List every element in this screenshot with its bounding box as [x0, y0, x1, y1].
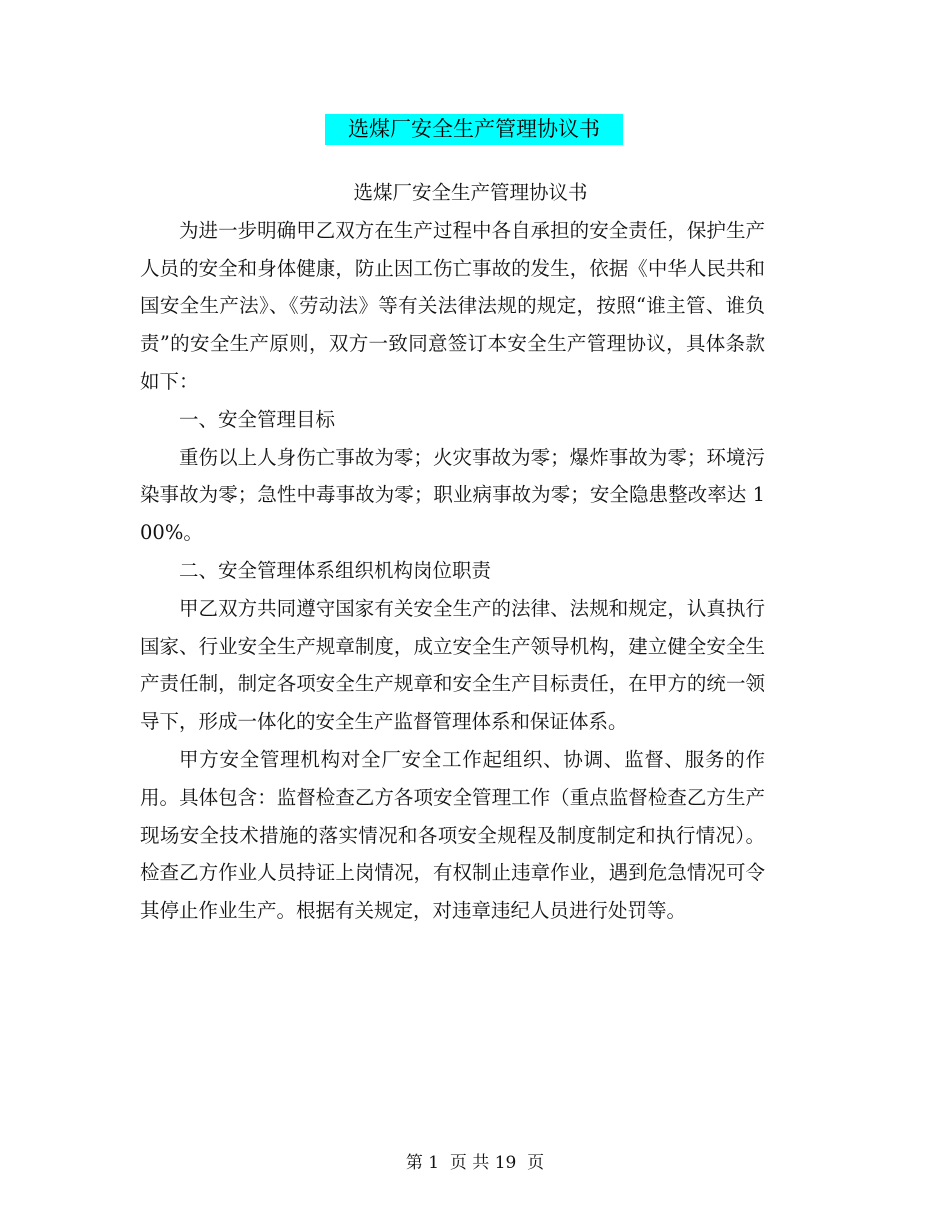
section-2-body-2: 甲方安全管理机构对全厂安全工作起组织、协调、监督、服务的作用。具体包含：监督检查乙方各项安全管理工作（重点监督检查乙方生产现场安全技术措施的落实情况和各项安全规程及制度制定和执行情况）。检查乙方作业人员持证上岗情况，有权制止违章作业，遇到危急情况可令其停止作业生产。根据有关规定，对违章违纪人员进行处罚等。	[140, 747, 765, 923]
document-body	[140, 174, 765, 930]
section-2-body-1: 甲乙双方共同遵守国家有关安全生产的法律、法规和规定，认真执行国家、行业安全生产规章制度，成立安全生产领导机构，建立健全安全生产责任制，制定各项安全生产规章和安全生产目标责任，在甲方的统一领导下，形成一体化的安全生产监督管理体系和保证体系。	[140, 596, 765, 734]
document-subtitle: 选煤厂安全生产管理协议书	[353, 181, 588, 204]
page-footer: 第 1 页 共 19 页	[405, 1153, 545, 1173]
section-1-heading: 一、安全管理目标	[179, 407, 336, 431]
page-title: 选煤厂安全生产管理协议书	[325, 114, 623, 145]
section-1-body: 重伤以上人身伤亡事故为零；火灾事故为零；爆炸事故为零；环境污染事故为零；急性中毒事故为零；职业病事故为零；安全隐患整改率达 100%。	[140, 445, 765, 545]
section-2-heading: 二、安全管理体系组织机构岗位职责	[179, 558, 492, 582]
intro-paragraph: 为进一步明确甲乙双方在生产过程中各自承担的安全责任，保护生产人员的安全和身体健康，防止因工伤亡事故的发生，依据《中华人民共和国安全生产法》、《劳动法》等有关法律法规的规定，按照“谁主管、谁负责”的安全生产原则，双方一致同意签订本安全生产管理协议，具体条款如下：	[140, 218, 765, 393]
